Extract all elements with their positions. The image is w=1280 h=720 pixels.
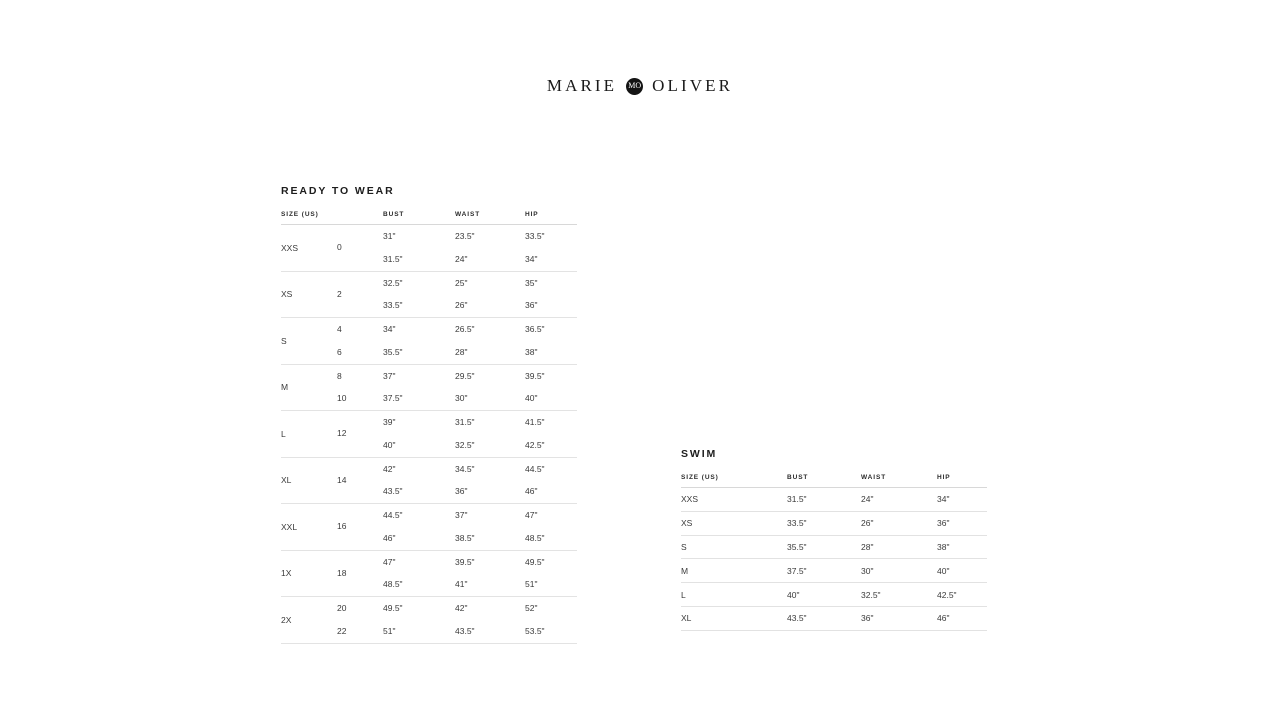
cell-bust: 34" 35.5" xyxy=(383,318,455,365)
brand-left-word: MARIE xyxy=(546,76,618,95)
cell-us-size: 12 xyxy=(337,411,383,458)
cell-waist: 28" xyxy=(861,535,937,559)
column-header-bust: BUST xyxy=(787,474,861,488)
cell-size: XS xyxy=(281,271,337,318)
column-header-waist: WAIST xyxy=(455,211,525,225)
cell-size: XL xyxy=(681,606,787,630)
table-row xyxy=(281,411,577,458)
cell-hip: 34" xyxy=(937,488,987,512)
cell-hip: 38" xyxy=(937,535,987,559)
cell-hip: 46" xyxy=(937,606,987,630)
cell-hip: 40" xyxy=(937,559,987,583)
table-row xyxy=(681,559,987,583)
cell-waist: 39.5" 41" xyxy=(455,550,525,597)
swim-table xyxy=(681,474,987,631)
cell-bust: 33.5" xyxy=(787,511,861,535)
table-row xyxy=(281,318,577,365)
cell-hip: 33.5" 34" xyxy=(525,225,577,272)
table-header-row xyxy=(281,211,577,225)
cell-us-size: 14 xyxy=(337,457,383,504)
brand-monogram-icon: MO xyxy=(626,78,643,95)
cell-hip: 39.5" 40" xyxy=(525,364,577,411)
cell-size: M xyxy=(681,559,787,583)
table-row xyxy=(281,271,577,318)
table-row xyxy=(681,511,987,535)
cell-size: 1X xyxy=(281,550,337,597)
table-row xyxy=(681,535,987,559)
cell-bust: 35.5" xyxy=(787,535,861,559)
cell-bust: 37.5" xyxy=(787,559,861,583)
cell-hip: 36" xyxy=(937,511,987,535)
cell-waist: 34.5" 36" xyxy=(455,457,525,504)
cell-size: S xyxy=(681,535,787,559)
cell-bust: 39" 40" xyxy=(383,411,455,458)
cell-bust: 40" xyxy=(787,583,861,607)
column-header-bust: BUST xyxy=(383,211,455,225)
cell-waist: 42" 43.5" xyxy=(455,597,525,644)
cell-size: M xyxy=(281,364,337,411)
cell-size: L xyxy=(281,411,337,458)
cell-size: XS xyxy=(681,511,787,535)
table-row xyxy=(681,488,987,512)
cell-waist: 31.5" 32.5" xyxy=(455,411,525,458)
cell-size: XXS xyxy=(281,225,337,272)
brand-header xyxy=(0,76,1280,96)
brand-right-word: OLIVER xyxy=(652,76,734,95)
column-header-size: SIZE (US) xyxy=(281,211,337,225)
cell-size: S xyxy=(281,318,337,365)
table-header-row xyxy=(681,474,987,488)
cell-bust: 47" 48.5" xyxy=(383,550,455,597)
table-row xyxy=(281,504,577,551)
cell-us-size: 18 xyxy=(337,550,383,597)
cell-waist: 36" xyxy=(861,606,937,630)
cell-hip: 41.5" 42.5" xyxy=(525,411,577,458)
column-header-hip: HIP xyxy=(525,211,577,225)
cell-waist: 29.5" 30" xyxy=(455,364,525,411)
brand-wordmark xyxy=(547,76,733,96)
table-row xyxy=(681,583,987,607)
column-header-waist: WAIST xyxy=(861,474,937,488)
ready-to-wear-table xyxy=(281,211,577,644)
table-row xyxy=(281,550,577,597)
cell-hip: 36.5" 38" xyxy=(525,318,577,365)
table-row xyxy=(281,457,577,504)
cell-hip: 42.5" xyxy=(937,583,987,607)
cell-bust: 49.5" 51" xyxy=(383,597,455,644)
cell-us-size: 0 xyxy=(337,225,383,272)
cell-us-size: 2 xyxy=(337,271,383,318)
cell-size: L xyxy=(681,583,787,607)
cell-size: XXL xyxy=(281,504,337,551)
column-header-us xyxy=(337,211,383,225)
swim-section xyxy=(681,448,987,631)
cell-hip: 49.5" 51" xyxy=(525,550,577,597)
cell-hip: 44.5" 46" xyxy=(525,457,577,504)
column-header-hip: HIP xyxy=(937,474,987,488)
cell-size: XXS xyxy=(681,488,787,512)
cell-size: XL xyxy=(281,457,337,504)
swim-title: SWIM xyxy=(681,448,718,460)
cell-waist: 30" xyxy=(861,559,937,583)
cell-waist: 25" 26" xyxy=(455,271,525,318)
cell-bust: 32.5" 33.5" xyxy=(383,271,455,318)
cell-hip: 35" 36" xyxy=(525,271,577,318)
cell-waist: 24" xyxy=(861,488,937,512)
cell-bust: 42" 43.5" xyxy=(383,457,455,504)
cell-bust: 44.5" 46" xyxy=(383,504,455,551)
ready-to-wear-title: READY TO WEAR xyxy=(281,185,395,197)
cell-waist: 26" xyxy=(861,511,937,535)
cell-bust: 37" 37.5" xyxy=(383,364,455,411)
cell-waist: 32.5" xyxy=(861,583,937,607)
cell-bust: 43.5" xyxy=(787,606,861,630)
cell-waist: 26.5" 28" xyxy=(455,318,525,365)
column-header-size: SIZE (US) xyxy=(681,474,787,488)
cell-us-size: 20 22 xyxy=(337,597,383,644)
table-row xyxy=(281,597,577,644)
cell-bust: 31.5" xyxy=(787,488,861,512)
cell-us-size: 8 10 xyxy=(337,364,383,411)
cell-us-size: 4 6 xyxy=(337,318,383,365)
ready-to-wear-section xyxy=(281,185,577,644)
cell-hip: 47" 48.5" xyxy=(525,504,577,551)
table-row xyxy=(281,225,577,272)
cell-waist: 37" 38.5" xyxy=(455,504,525,551)
cell-waist: 23.5" 24" xyxy=(455,225,525,272)
cell-size: 2X xyxy=(281,597,337,644)
cell-hip: 52" 53.5" xyxy=(525,597,577,644)
table-row xyxy=(681,606,987,630)
cell-bust: 31" 31.5" xyxy=(383,225,455,272)
cell-us-size: 16 xyxy=(337,504,383,551)
table-row xyxy=(281,364,577,411)
